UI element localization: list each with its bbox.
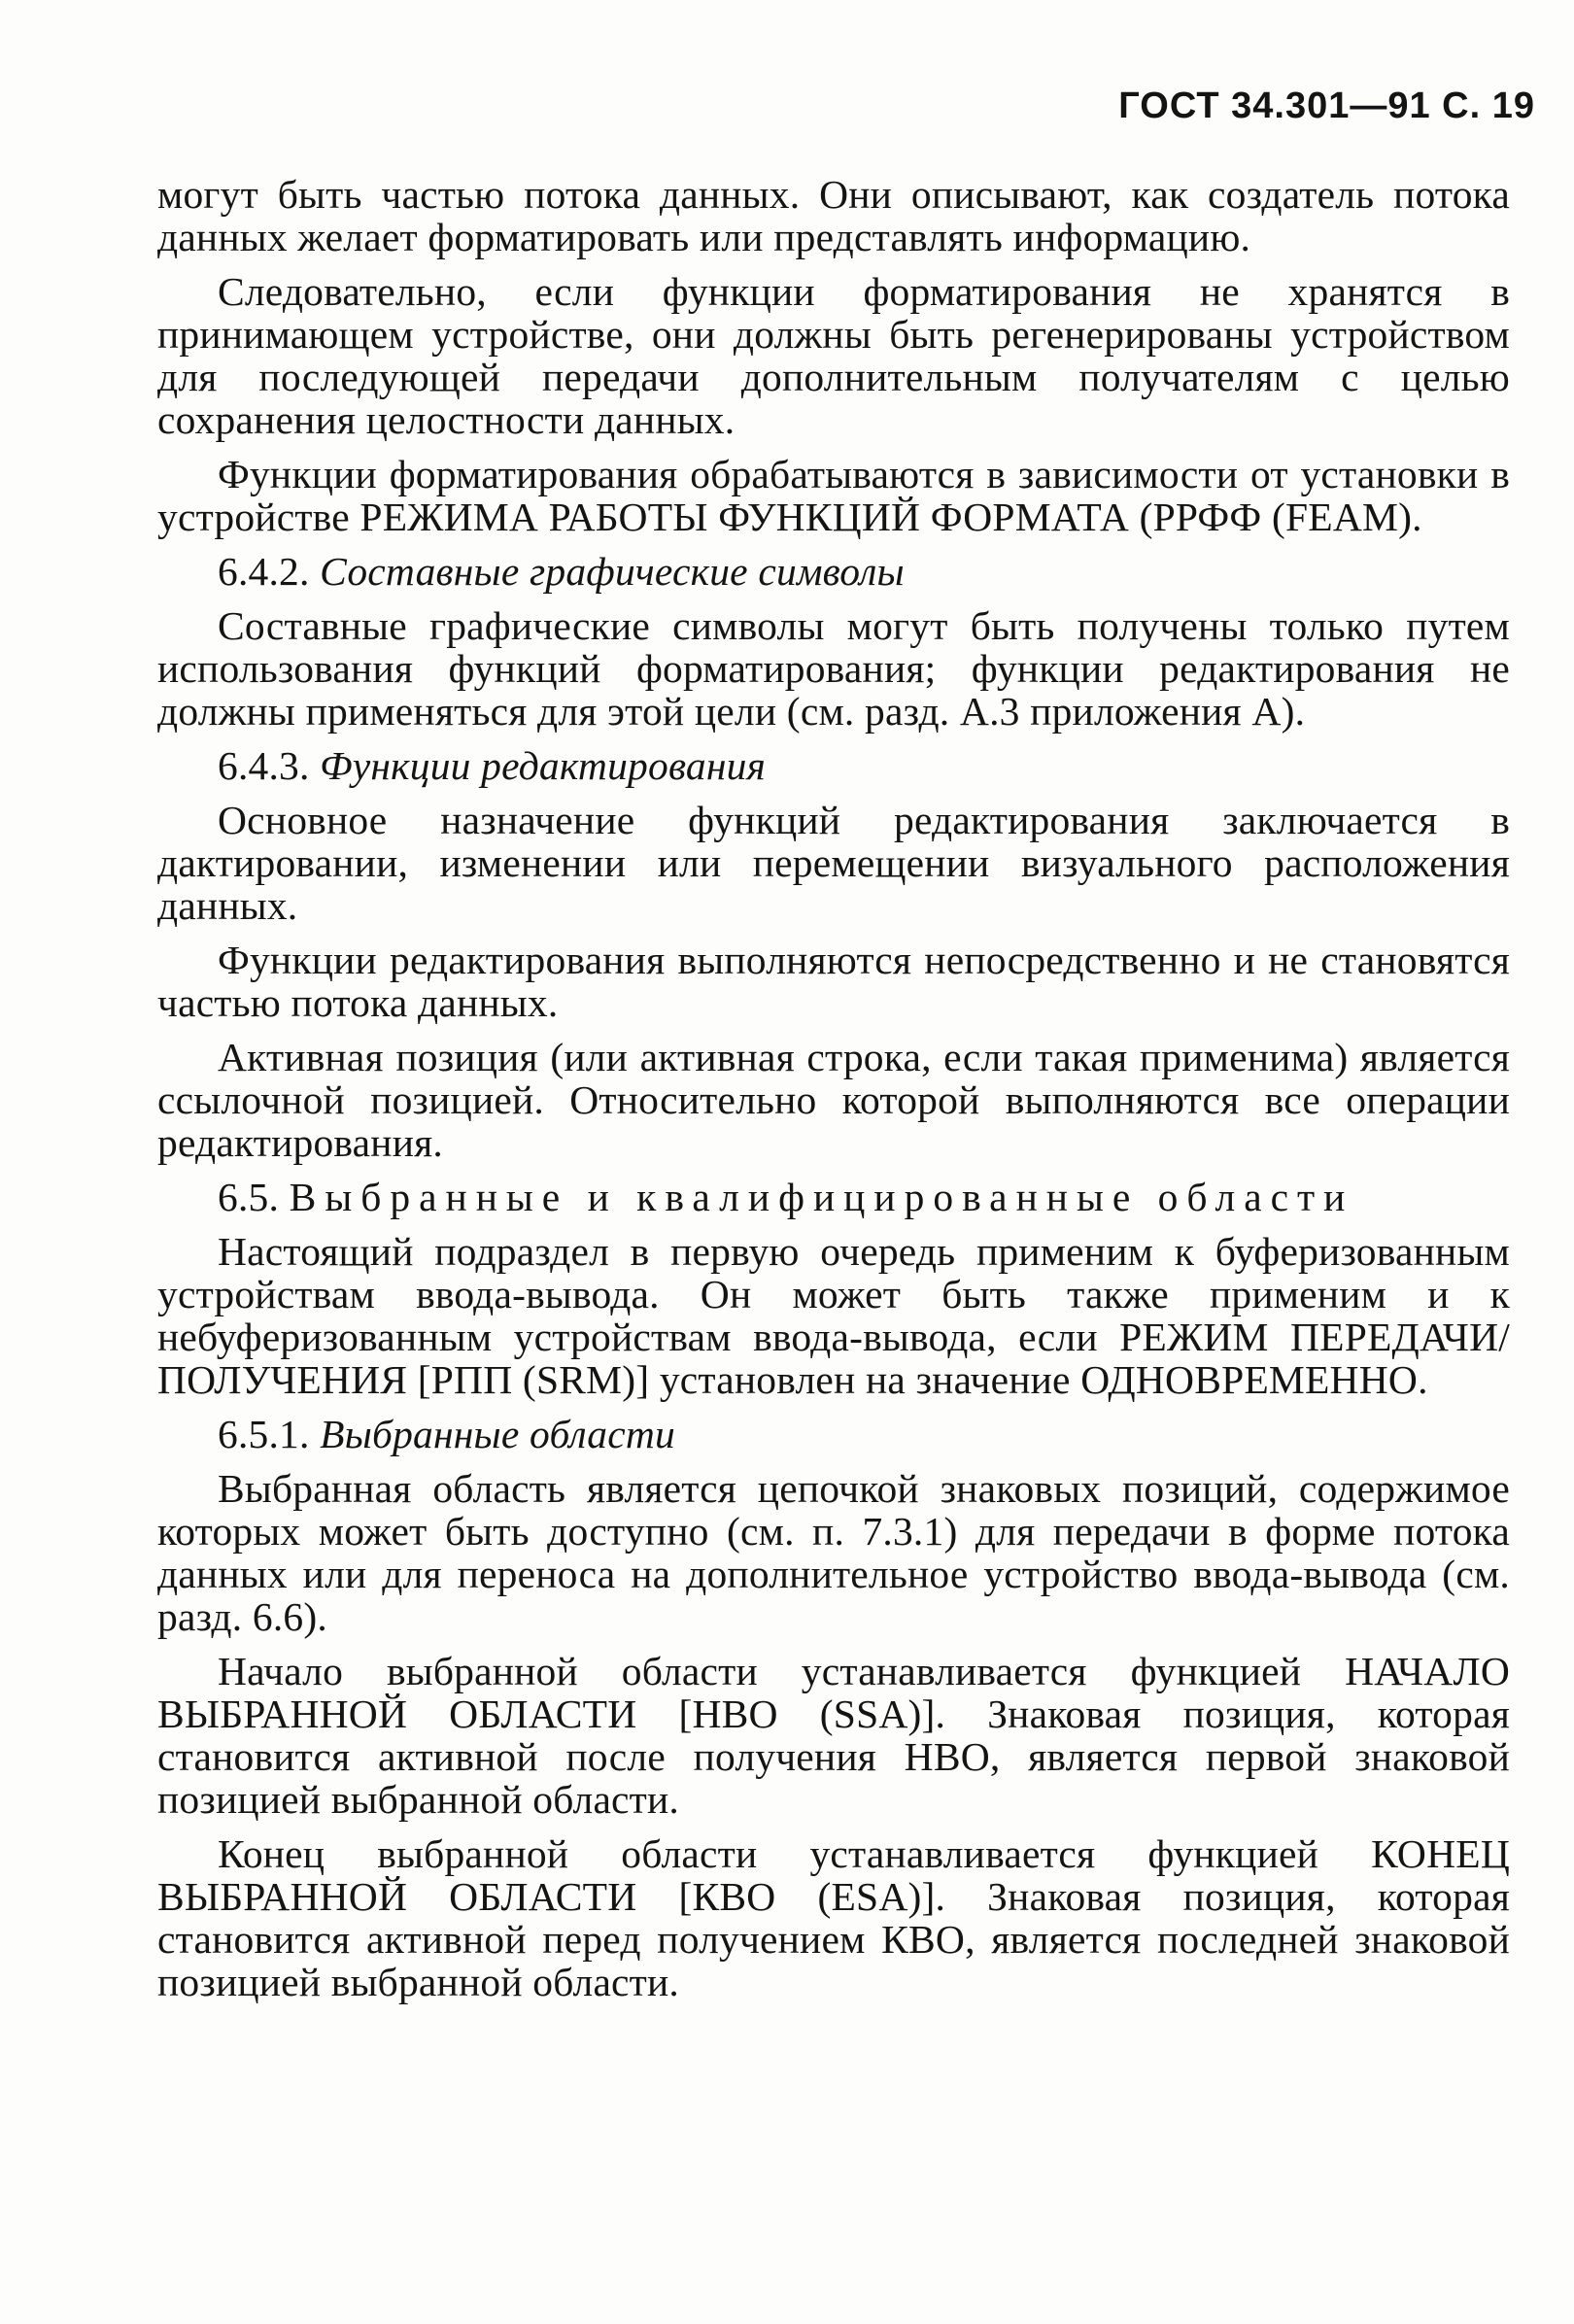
paragraph: Конец выбранной области устанавливается функцией КОНЕЦ ВЫБРАННОЙ ОБЛАСТИ [КВО (ESA)]. Знаковая позиция, которая становится активной перед получением КВО, является последней знаковой позицией выбранной области.: [157, 1831, 1510, 2004]
section-title: Функции редактирования: [320, 743, 767, 788]
running-header: ГОСТ 34.301—91 С. 19: [1118, 85, 1535, 126]
section-heading-6-5-1: [157, 1413, 1510, 1455]
paragraph: Настоящий подраздел в первую очередь применим к буферизованным устройствам ввода-вывода. Он может быть также применим и к небуферизованным устройствам ввода-вывода, если РЕЖИМ ПЕРЕДАЧИ/ПОЛУЧЕНИЯ [РПП (SRM)] установлен на значение ОДНОВРЕМЕННО.: [157, 1229, 1510, 1402]
section-number: 6.4.2.: [218, 549, 310, 594]
section-title: Выбранные области: [320, 1412, 675, 1456]
paragraph: Функции редактирования выполняются непосредственно и не становятся частью потока данных.: [157, 938, 1510, 1025]
section-heading-6-4-2: [157, 550, 1510, 593]
section-heading-6-5: [157, 1176, 1510, 1218]
paragraph: Функции форматирования обрабатываются в зависимости от установки в устройстве РЕЖИМА РАБОТЫ ФУНКЦИЙ ФОРМАТА (РРФФ (FEAM).: [157, 452, 1510, 539]
section-number: 6.5.1.: [218, 1412, 310, 1456]
paragraph-continuation: могут быть частью потока данных. Они описывают, как создатель потока данных желает форматировать или представлять информацию.: [157, 172, 1510, 259]
paragraph: Основное назначение функций редактирования заключается в дактировании, изменении или перемещении визуального расположения данных.: [157, 798, 1510, 928]
paragraph: Начало выбранной области устанавливается функцией НАЧАЛО ВЫБРАННОЙ ОБЛАСТИ [НВО (SSA)]. Знаковая позиция, которая становится активной после получения НВО, является первой знаковой позицией выбранной области.: [157, 1649, 1510, 1822]
section-heading-6-4-3: [157, 744, 1510, 787]
section-number: 6.4.3.: [218, 743, 310, 788]
paragraph: Выбранная область является цепочкой знаковых позиций, содержимое которых может быть доступно (см. п. 7.3.1) для передачи в форме потока данных или для переноса на дополнительное устройство ввода-вывода (см. разд. 6.6).: [157, 1466, 1510, 1639]
body-text: [157, 173, 1510, 2003]
section-number: 6.5.: [218, 1175, 280, 1219]
paragraph: Составные графические символы могут быть получены только путем использования функций форматирования; функции редактирования не должны применяться для этой цели (см. разд. А.3 приложения А).: [157, 603, 1510, 734]
section-title: Выбранные и квалифицированные области: [289, 1175, 1354, 1219]
section-title: Составные графические символы: [320, 549, 905, 594]
paragraph: Следовательно, если функции форматирования не хранятся в принимающем устройстве, они должны быть регенерированы устройством для последующей передачи дополнительным получателям с целью сохранения целостности данных.: [157, 269, 1510, 442]
paragraph: Активная позиция (или активная строка, если такая применима) является ссылочной позицией. Относительно которой выполняются все операции редактирования.: [157, 1035, 1510, 1165]
